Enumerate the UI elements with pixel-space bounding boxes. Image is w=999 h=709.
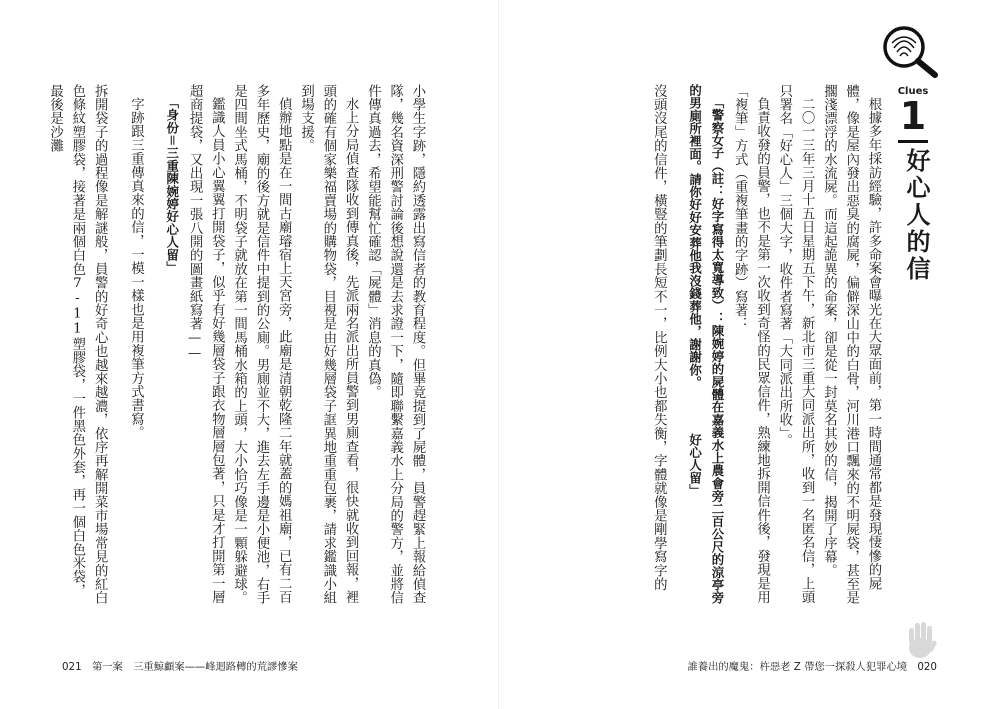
chapter-number: 1: [899, 94, 927, 138]
chapter-title: 好心人的信: [902, 148, 930, 283]
paragraph: 水上分局偵查隊收到傳真後，先派兩名派出所員警到男廁查看，很快就收到回報，裡頭的確有個家樂福賣場的購物袋，目視是由好幾層袋子誆異地重重包裹，請求鑑識小組到場支援。: [298, 84, 359, 605]
left-page: [0, 0, 499, 709]
paragraph: 拆開袋子的過程像是解謎般，員警的好奇心也越來越濃，依序再解開菜市場常見的紅白色條紋塑膠袋，接著是兩個白色7-11塑膠袋，一件黑色外套，再一個白色米袋，最後是沙灘: [47, 84, 108, 605]
magnifier-fingerprint-icon: [880, 24, 942, 80]
right-body-text: [584, 84, 884, 606]
left-body-text: [47, 84, 428, 606]
paragraph: 負責收發的員警，也不是第一次收到奇怪的民眾信件，熟練地拆開信件後，發現是用「複筆」方式（重複筆畫的字跡）寫著：: [732, 84, 770, 605]
chapter-label: Clues: [897, 86, 929, 97]
paragraph: 二〇一三年三月十五日星期五下午，新北市三重大同派出所，收到一名匿名信，上頭只署名「好心人」三個大字，收件者寫著「大同派出所收」。: [776, 84, 815, 605]
quote-note: 「身份＝三重陳婉婷好心人留」: [164, 96, 180, 275]
paragraph: 沒頭沒尾的信件，橫豎的筆劃長短不一，比例大小也都失衡，字體就像是剛學寫字的: [651, 84, 667, 591]
paragraph: 小學生字跡，隱約透露出寫信者的教育程度。但畢竟提到了屍體，員警趕緊上報給偵查隊，幾名資深刑警討論後想說還是去求證一下，隨即聯繫嘉義水上分局的警方，並將信件傳真過去，希望能幫忙確認「屍體」消息的真偽。: [365, 84, 425, 605]
footer-right: 誰養出的魔鬼：杵惡老 Z 帶您一探殺人犯罪心境 020: [687, 661, 937, 673]
letter-quote: 「警察女子（註：好字寫得太寬導致）：陳婉婷的屍體在嘉義水上農會旁二百公尺的涼亭旁的男廁所裡面。請你好好安葬他我沒錢葬他，謝謝你。 好心人留」: [687, 84, 725, 605]
chapter-divider: [898, 140, 928, 143]
paragraph: 字跡跟三重傳真來的信，一模一樣也是用複筆方式書寫。: [128, 97, 144, 440]
paragraph: 鑑識人員小心翼翼打開袋子，似乎有好幾層袋子跟衣物層層包著，只是才打開第一層超商提袋，又出現一張八開的圖畫紙寫著——: [187, 84, 225, 605]
paragraph: 偵辦地點是在一間古廟璿宿上天宮旁，此廟是清朝乾隆二年就蓋的媽祖廟，已有二百多年歷史，廟的後方就是信件中提到的公廁。男廁並不大，進去左手邊是小便池，右手是四間坐式馬桶，不明袋子就放在第一間馬桶水箱的上頭，大小恰巧像是一顆躲避球。: [231, 84, 292, 605]
handprint-icon: [900, 618, 940, 662]
paragraph: 根據多年採訪經驗，許多命案會曝光在大眾面前，第一時間通常都是發現悽慘的屍體，像是屋內發出惡臭的腐屍，偏僻深山中的白骨，河川港口飄來的不明屍袋，甚至是擱淺漂浮的水流屍。而這起詭異的命案，卻是從一封莫名其妙的信，揭開了序幕。: [821, 84, 881, 605]
footer-left: 021 第一案 三重鯨顱案——峰迴路轉的荒謬慘案: [62, 661, 298, 673]
